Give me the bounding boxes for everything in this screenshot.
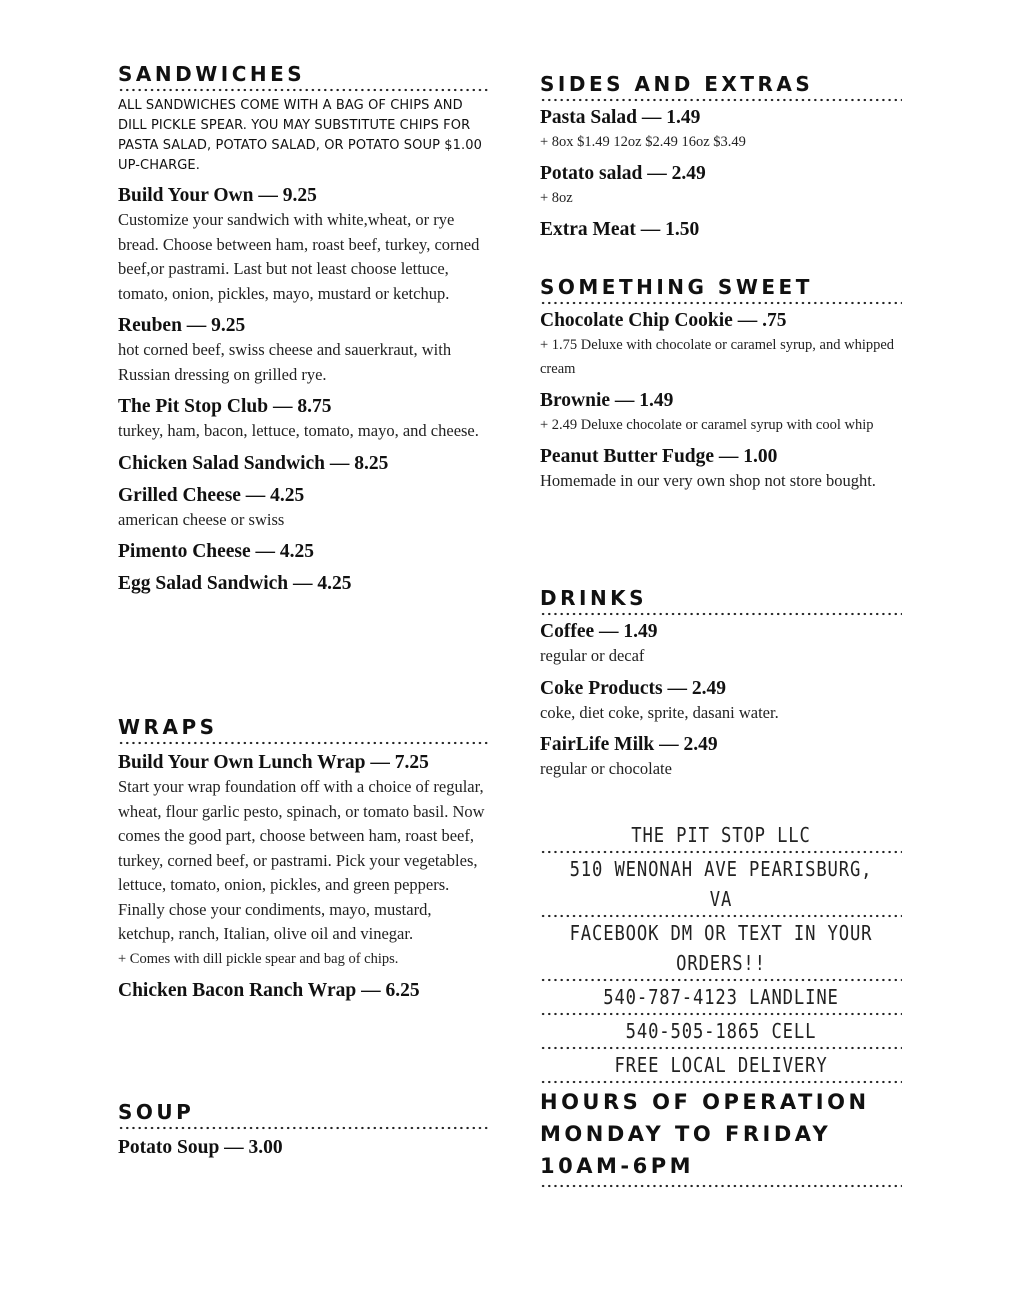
sandwiches-note: ALL SANDWICHES COME WITH A BAG OF CHIPS AND DILL PICKLE SPEAR. YOU MAY SUBSTITUTE CHIPS FOR PASTA SALAD, POTATO SALAD, OR POTATO SOUP $1.00 UP-CHARGE. [118, 98, 482, 173]
cell-phone: 540-505-1865 CELL [625, 1019, 817, 1043]
business-name: THE PIT STOP LLC [631, 823, 811, 847]
menu-item [118, 1136, 490, 1160]
menu-item [118, 314, 490, 387]
something-sweet-section [540, 275, 902, 494]
menu-item-title: Pasta Salad — 1.49 [540, 107, 701, 128]
menu-item-title: Extra Meat — 1.50 [540, 219, 700, 240]
menu-item-sub: + Comes with dill pickle spear and bag of chips. [118, 950, 399, 967]
menu-item-desc: regular or chocolate [540, 759, 672, 778]
menu-item [118, 395, 490, 444]
menu-item-title: Pimento Cheese — 4.25 [118, 541, 315, 562]
address-line-2: VA [709, 887, 733, 911]
menu-item-sub: + 8ox $1.49 12oz $2.49 16oz $3.49 [540, 134, 746, 150]
hours-section [540, 1086, 902, 1188]
dotted-divider [540, 1080, 902, 1084]
hours-days: MONDAY TO FRIDAY [540, 1122, 832, 1146]
landline-phone: 540-787-4123 LANDLINE [603, 985, 839, 1009]
section-title-sweet: SOMETHING SWEET [540, 275, 813, 299]
delivery-note: FREE LOCAL DELIVERY [614, 1053, 828, 1077]
menu-item-title: The Pit Stop Club — 8.75 [118, 396, 332, 417]
menu-item-title: FairLife Milk — 2.49 [540, 734, 718, 755]
section-title-wraps: WRAPS [118, 715, 218, 739]
dotted-divider [118, 1126, 490, 1130]
menu-item-title: Chicken Bacon Ranch Wrap — 6.25 [118, 979, 420, 1001]
menu-item-title: Build Your Own — 9.25 [118, 185, 317, 206]
menu-item [118, 540, 490, 564]
order-instructions-line-2: ORDERS!! [676, 951, 766, 975]
menu-item [540, 162, 902, 210]
menu-item [540, 309, 902, 381]
menu-item [118, 751, 490, 971]
hours-time: 10AM-6PM [540, 1154, 694, 1178]
menu-item-sub: + 8oz [540, 190, 573, 206]
menu-item-sub: + 1.75 Deluxe with chocolate or caramel syrup, and whipped cream [540, 337, 895, 377]
dotted-divider [540, 98, 902, 102]
drinks-section [540, 586, 902, 782]
menu-item-title: Potato salad — 2.49 [540, 163, 706, 184]
menu-item-title: Peanut Butter Fudge — 1.00 [540, 446, 778, 467]
menu-item-desc: regular or decaf [540, 646, 645, 665]
menu-item-desc: Customize your sandwich with white,wheat, or rye bread. Choose between ham, roast beef, turkey, corned beef,or pastrami. Last but not least choose lettuce, tomato, onion, pickles, mayo, mustard or ketchup. [118, 210, 480, 303]
menu-item-title: Grilled Cheese — 4.25 [118, 484, 305, 506]
soup-section [118, 1100, 490, 1160]
menu-item-title: Reuben — 9.25 [118, 315, 246, 336]
menu-item [540, 445, 902, 494]
sandwiches-section [118, 62, 490, 596]
dotted-divider [540, 612, 902, 616]
menu-item-title: Coffee — 1.49 [540, 621, 658, 642]
menu-item-title: Egg Salad Sandwich — 4.25 [118, 573, 352, 594]
menu-item [540, 389, 902, 437]
menu-item-title: Coke Products — 2.49 [540, 677, 726, 699]
address-line-1: 510 WENONAH AVE PEARISBURG, [569, 857, 873, 881]
dotted-divider [540, 1184, 902, 1188]
menu-item [118, 452, 490, 476]
dotted-divider [118, 741, 490, 745]
menu-item [118, 484, 490, 533]
menu-item [540, 620, 902, 669]
menu-item [118, 184, 490, 306]
order-instructions-line-1: FACEBOOK DM OR TEXT IN YOUR [569, 921, 873, 945]
hours-title: HOURS OF OPERATION [540, 1090, 870, 1114]
dotted-divider [118, 88, 490, 92]
menu-item [118, 979, 490, 1003]
section-title-soup: SOUP [118, 1100, 195, 1124]
menu-item [540, 106, 902, 154]
menu-item [118, 572, 490, 596]
business-info-block [540, 820, 902, 1084]
menu-item-desc: turkey, ham, bacon, lettuce, tomato, mayo, and cheese. [118, 421, 479, 440]
menu-item-title: Build Your Own Lunch Wrap — 7.25 [118, 752, 429, 773]
menu-item-title: Chicken Salad Sandwich — 8.25 [118, 452, 389, 474]
sides-section [540, 72, 902, 242]
menu-item [540, 733, 902, 782]
menu-item-title: Brownie — 1.49 [540, 390, 674, 411]
section-title-sides: SIDES AND EXTRAS [540, 72, 814, 96]
menu-item-desc: coke, diet coke, sprite, dasani water. [540, 702, 779, 722]
menu-item-desc: american cheese or swiss [118, 509, 285, 529]
section-title-drinks: DRINKS [540, 586, 648, 610]
menu-item-sub: + 2.49 Deluxe chocolate or caramel syrup with cool whip [540, 417, 874, 433]
menu-item-desc: Homemade in our very own shop not store bought. [540, 471, 876, 490]
menu-item-desc: Start your wrap foundation off with a choice of regular, wheat, flour garlic pesto, spinach, or tomato basil. Now comes the good part, choose between ham, roast beef, turkey, corned beef, or pastrami. Pick your vegetables, lettuce, tomato, onion, pickles, and green peppers. Finally chose your condiments, mayo, mustard, ketchup, ranch, Italian, olive oil and vinegar. [118, 777, 485, 943]
wraps-section [118, 715, 490, 1003]
menu-item-title: Chocolate Chip Cookie — .75 [540, 310, 787, 331]
menu-item-title: Potato Soup — 3.00 [118, 1137, 283, 1158]
menu-item [540, 218, 902, 242]
section-title-sandwiches: SANDWICHES [118, 62, 306, 86]
menu-item [540, 677, 902, 726]
dotted-divider [540, 301, 902, 305]
menu-item-desc: hot corned beef, swiss cheese and sauerkraut, with Russian dressing on grilled rye. [118, 340, 452, 384]
